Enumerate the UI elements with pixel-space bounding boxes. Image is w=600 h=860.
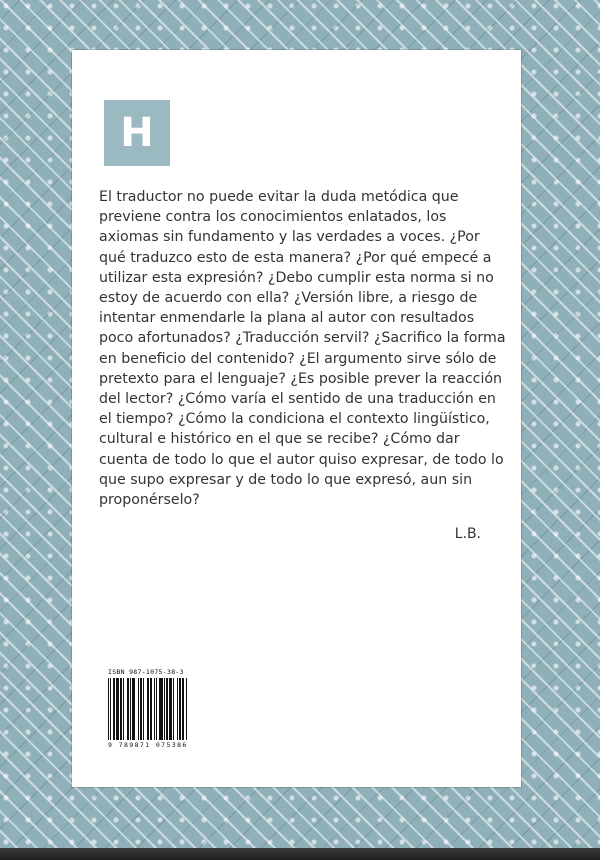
barcode-bars — [108, 678, 226, 740]
barcode-digits: 9 789871 075386 — [108, 741, 188, 749]
isbn-label: ISBN 987-1075-38-3 — [108, 668, 184, 676]
back-cover-blurb: El traductor no puede evitar la duda metódica que previene contra los conocimientos enlatados, los axiomas sin fundamento y las verdades a voces. ¿Por qué traduzco esto de esta manera? ¿Por qué empecé a utilizar esta expresión? ¿Debo cumplir esta norma si no estoy de acuerdo con ella? ¿Versión libre, a riesgo de intentar enmendarle la plana al autor con resultados poco afortunados? ¿Traducción servil? ¿Sacrifico la forma en beneficio del contenido? ¿El argumento sirve sólo de pretexto para el lenguaje? ¿Es posible prever la reacción del lector? ¿Cómo varía el sentido de una traducción en el tiempo? ¿Cómo la condiciona el contexto lingüístico, cultural e histórico en el que se recibe? ¿Cómo dar cuenta de todo lo que el autor quiso expresar, de todo lo que supo expresar y de todo lo que expresó, aun sin proponérselo? — [99, 189, 506, 509]
barcode — [108, 668, 226, 750]
scan-bottom-edge — [0, 848, 600, 860]
back-cover-panel — [72, 50, 521, 787]
publisher-logo-letter: H — [120, 110, 154, 156]
author-initials: L.B. — [454, 526, 481, 542]
publisher-logo — [104, 100, 170, 166]
